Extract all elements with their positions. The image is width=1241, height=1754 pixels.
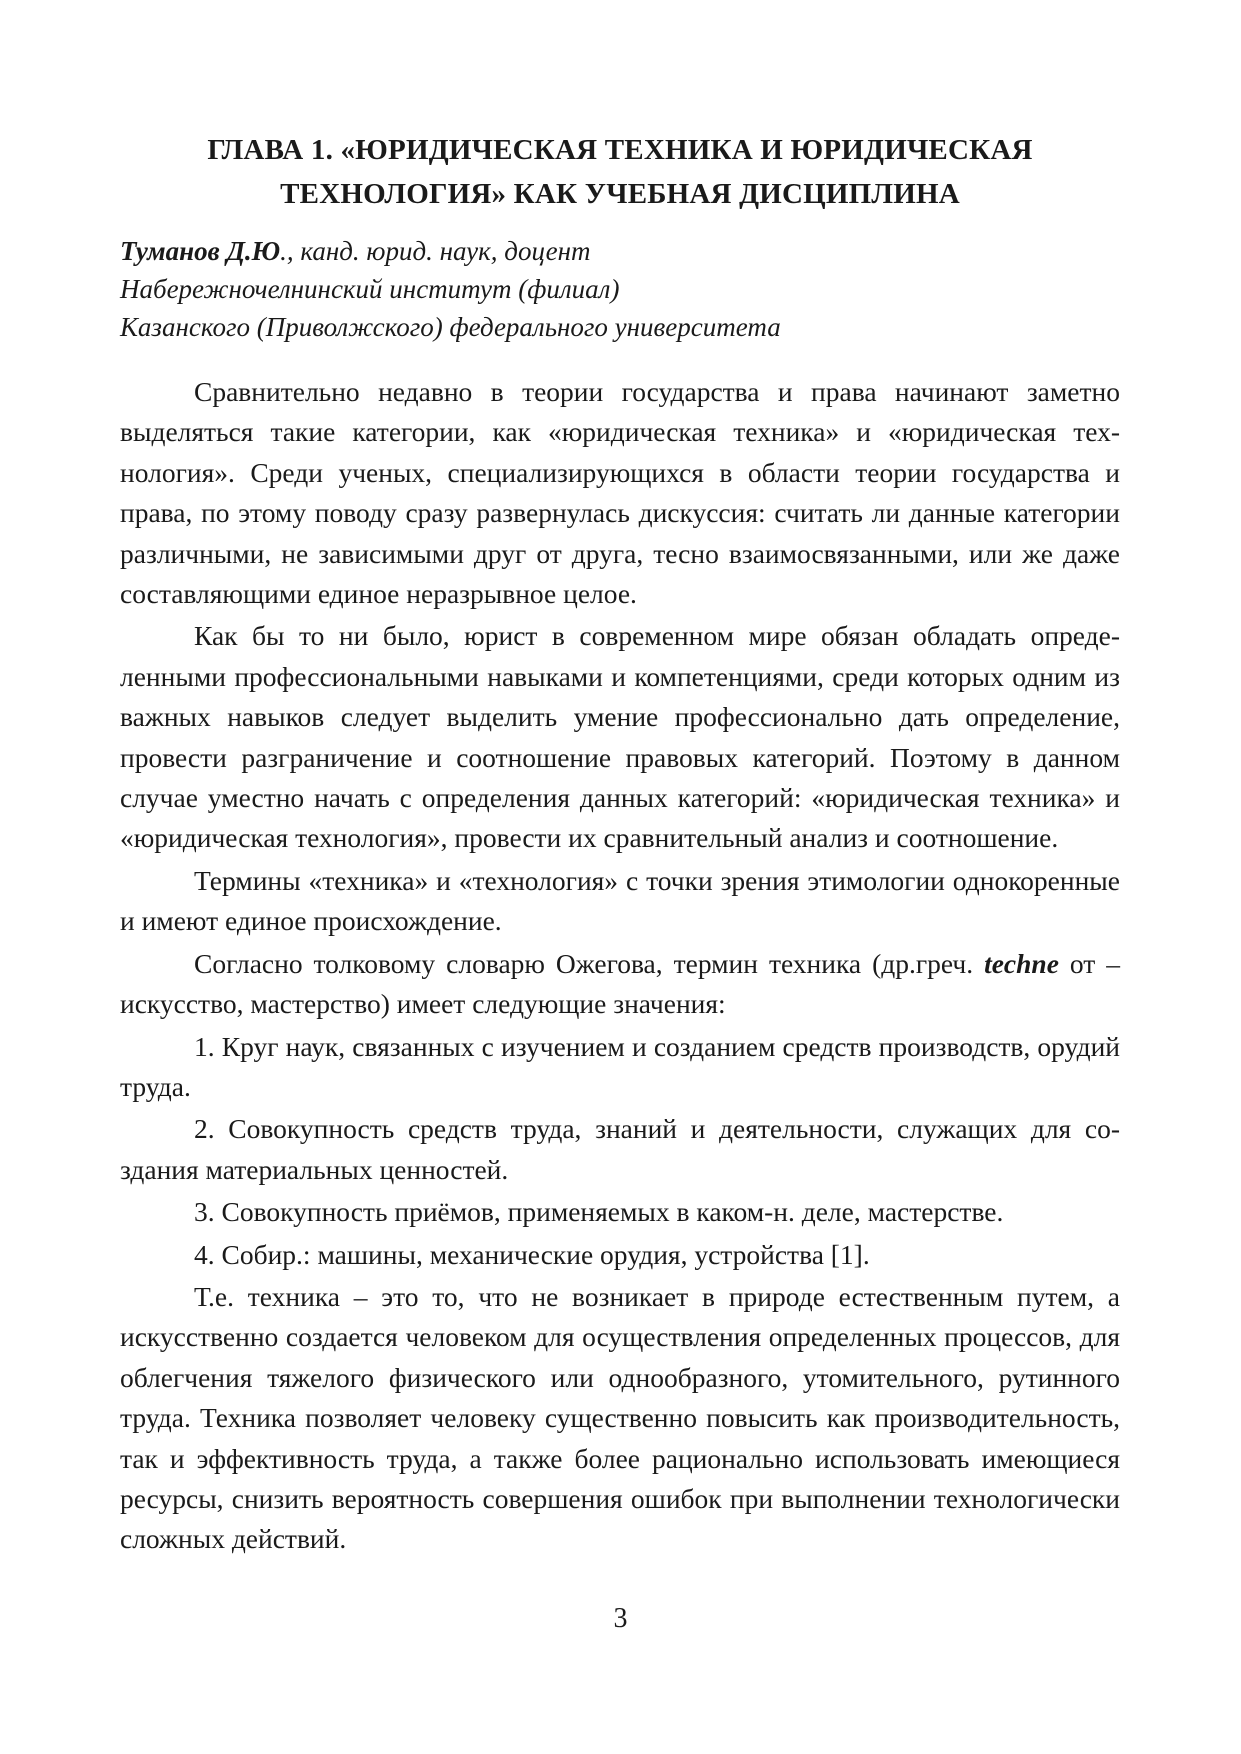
list-item-4: 4. Собир.: машины, механические орудия, устройства [1].	[194, 1238, 870, 1270]
paragraph-4-before: Согласно толковому словарю Ожегова, термин техника (др.греч.	[194, 947, 985, 979]
page-number: 3	[613, 1603, 628, 1634]
author-block	[120, 232, 1120, 346]
author-degree: ., канд. юрид. наук, доцент	[280, 236, 591, 266]
chapter-title-line-2: ТЕХНОЛОГИЯ» КАК УЧЕБНАЯ ДИСЦИПЛИНА	[280, 178, 960, 210]
paragraph-3: Термины «техника» и «технология» с точки зрения этимологии однокоренные и имеют единое происхождение.	[120, 864, 1120, 937]
document-page	[120, 128, 1120, 1562]
chapter-title-line-1: ГЛАВА 1. «ЮРИДИЧЕСКАЯ ТЕХНИКА И ЮРИДИЧЕСКАЯ	[207, 134, 1033, 166]
author-name: Туманов Д.Ю	[120, 236, 281, 266]
term-techne: techne	[984, 947, 1059, 979]
author-line	[120, 232, 1120, 270]
author-affiliation-1: Набережночелнинский институт (филиал)	[120, 274, 620, 304]
paragraph-5: Т.е. техника – это то, что не возникает в природе естественным путем, а искусственно создается человеком для осуществления определенных процессов, для облегчения тяжелого физического или однообразного, утомительного, рутинного труда. Техника позволяет человеку существенно повысить как производительность, так и эффективность труда, а также более рационально использовать имеющиеся ресурсы, снизить вероятность совершения ошибок при выполнении технологически сложных действий.	[120, 1280, 1120, 1555]
list-item-2: 2. Совокупность средств труда, знаний и деятельности, служащих для создания материальных ценностей.	[120, 1113, 1120, 1185]
list-item-1: 1. Круг наук, связанных с изучением и созданием средств производств, орудий труда.	[120, 1030, 1120, 1102]
paragraph-4-after: от – искусство, мастерство) имеет следующие значения:	[120, 947, 1120, 1020]
list-item-3: 3. Совокупность приёмов, применяемых в каком-н. деле, мастерстве.	[194, 1196, 1004, 1228]
author-affiliation-2: Казанского (Приволжского) федерального университета	[120, 312, 781, 342]
paragraph-1: Сравнительно недавно в теории государства и права начинают заметно выделяться такие категории, как «юридическая техника» и «юридическая технология». Среди ученых, специализирующихся в области теории государства и права, по этому поводу сразу развернулась дискуссия: считать ли данные категории различными, не зависимыми друг от друга, тесно взаимосвязанными, или же даже составляющими единое неразрывное целое.	[120, 376, 1120, 610]
paragraph-2: Как бы то ни было, юрист в современном мире обязан обладать определенными профессиональными навыками и компетенциями, среди которых одним из важных навыков следует выделить умение профессионально дать определение, провести разграничение и соотношение правовых категорий. Поэтому в данном случае уместно начать с определения данных категорий: «юридическая техника» и «юридическая технология», провести их сравнительный анализ и соотношение.	[120, 620, 1120, 854]
paragraph-4	[120, 944, 1120, 1025]
body-text	[120, 372, 1120, 1560]
chapter-title	[120, 128, 1120, 216]
